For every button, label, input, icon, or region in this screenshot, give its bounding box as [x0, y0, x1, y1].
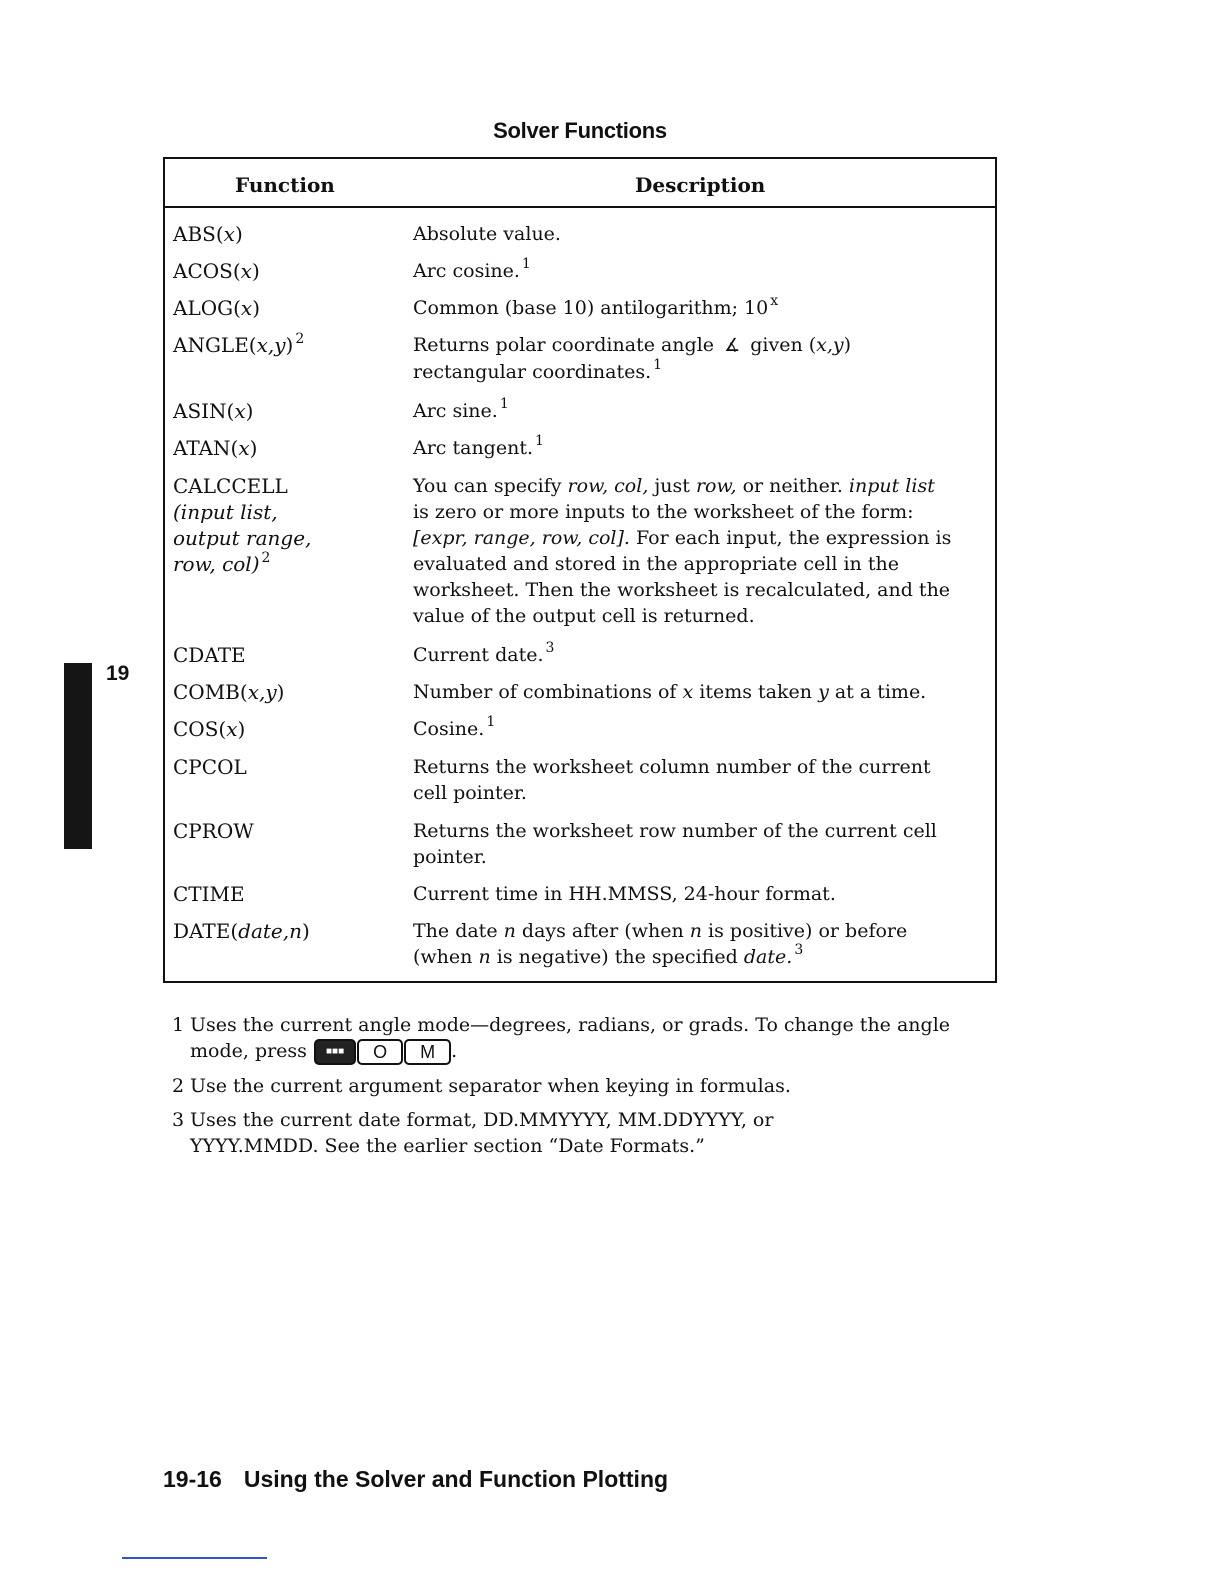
- angle-icon: ∡: [724, 335, 741, 356]
- function-description: Common (base 10) antilogarithm; 10 $^x$: [413, 293, 779, 319]
- description-column-header: Description: [635, 173, 766, 197]
- page-number: 19-16: [163, 1466, 222, 1492]
- function-description: Returns the worksheet row number of the current cell pointer.: [413, 820, 937, 868]
- function-description: Absolute value.: [413, 223, 561, 245]
- footnote-ref: 3: [545, 640, 555, 656]
- function-description: Number of combinations of x items taken y at a time.: [413, 681, 927, 703]
- function-name: ABS(x): [173, 222, 243, 246]
- function-description: You can specify row, col, just row, or neither. input list is zero or more inputs to the worksheet of the form: [expr, range, row, col]. For each input, the expression is evaluated and stored in the appropriate cell in the worksheet. Then the worksheet is recalculated, and the value of the output cell is returned.: [413, 475, 952, 627]
- footnote-ref: 1: [653, 357, 663, 373]
- function-name: COS(x): [173, 717, 246, 741]
- function-name: CALCCELL (input list, output range, row, col) $^2$: [173, 474, 312, 576]
- function-description: Arc cosine. $^1$: [413, 256, 531, 282]
- function-name: CPROW: [173, 819, 254, 843]
- shift-key-icon: ■■■: [314, 1039, 356, 1065]
- function-description: The date n days after (when n is positive) or before (when n is negative) the specified date. $^3$: [413, 920, 908, 968]
- function-description: Returns polar coordinate angle ∡ given (x,y) rectangular coordinates. $^1$: [413, 334, 852, 383]
- function-name: ALOG(x): [173, 296, 260, 320]
- function-name: ANGLE(x,y) $^2$: [173, 331, 305, 357]
- page-footer: [163, 1466, 668, 1493]
- function-description: Arc tangent. $^1$: [413, 433, 544, 459]
- function-description: Current date. $^3$: [413, 640, 555, 666]
- footnote-ref: 3: [794, 942, 804, 958]
- o-key-icon: O: [357, 1039, 403, 1065]
- function-name: ACOS(x): [173, 259, 260, 283]
- footnote-ref: 1: [499, 396, 509, 412]
- chapter-title: Using the Solver and Function Plotting: [243, 1466, 669, 1492]
- chapter-tab-number: 19: [106, 662, 130, 685]
- function-description: Current time in HH.MMSS, 24-hour format.: [413, 883, 836, 905]
- solver-functions-table: [163, 157, 997, 983]
- footnote-2: 2 Use the current argument separator when keying in formulas.: [172, 1075, 791, 1097]
- function-name: CTIME: [173, 882, 245, 906]
- function-name: DATE(date,n): [173, 919, 310, 943]
- function-name: CDATE: [173, 643, 246, 667]
- function-description: Cosine. $^1$: [413, 714, 496, 740]
- function-name: CPCOL: [173, 755, 247, 779]
- function-name: COMB(x,y): [173, 680, 285, 704]
- footnote-ref: 1: [535, 433, 544, 449]
- function-name: ASIN(x): [173, 399, 254, 423]
- footnote-ref: 2: [295, 331, 305, 347]
- m-key-icon: M: [404, 1039, 451, 1065]
- footnote-ref: 2: [261, 550, 271, 566]
- page-title: Solver Functions: [493, 118, 667, 143]
- footnote-1: 1 Uses the current angle mode—degrees, radians, or grads. To change the angle mode, press ■■■ O M .: [172, 1012, 992, 1065]
- footnotes: [172, 1012, 992, 1167]
- bottom-rule: [122, 1557, 267, 1559]
- chapter-tab-marker: [64, 663, 92, 849]
- function-description: Returns the worksheet column number of the current cell pointer.: [413, 756, 931, 804]
- function-name: ATAN(x): [173, 436, 258, 460]
- footnote-3: 3 Uses the current date format, DD.MMYYYY, MM.DDYYYY, or YYYY.MMDD. See the earlier section “Date Formats.”: [172, 1109, 774, 1157]
- table-header: [165, 159, 995, 208]
- function-description: Arc sine. $^1$: [413, 396, 509, 422]
- footnote-ref: 1: [521, 256, 531, 272]
- footnote-ref: 1: [486, 714, 496, 730]
- function-column-header: Function: [235, 173, 335, 197]
